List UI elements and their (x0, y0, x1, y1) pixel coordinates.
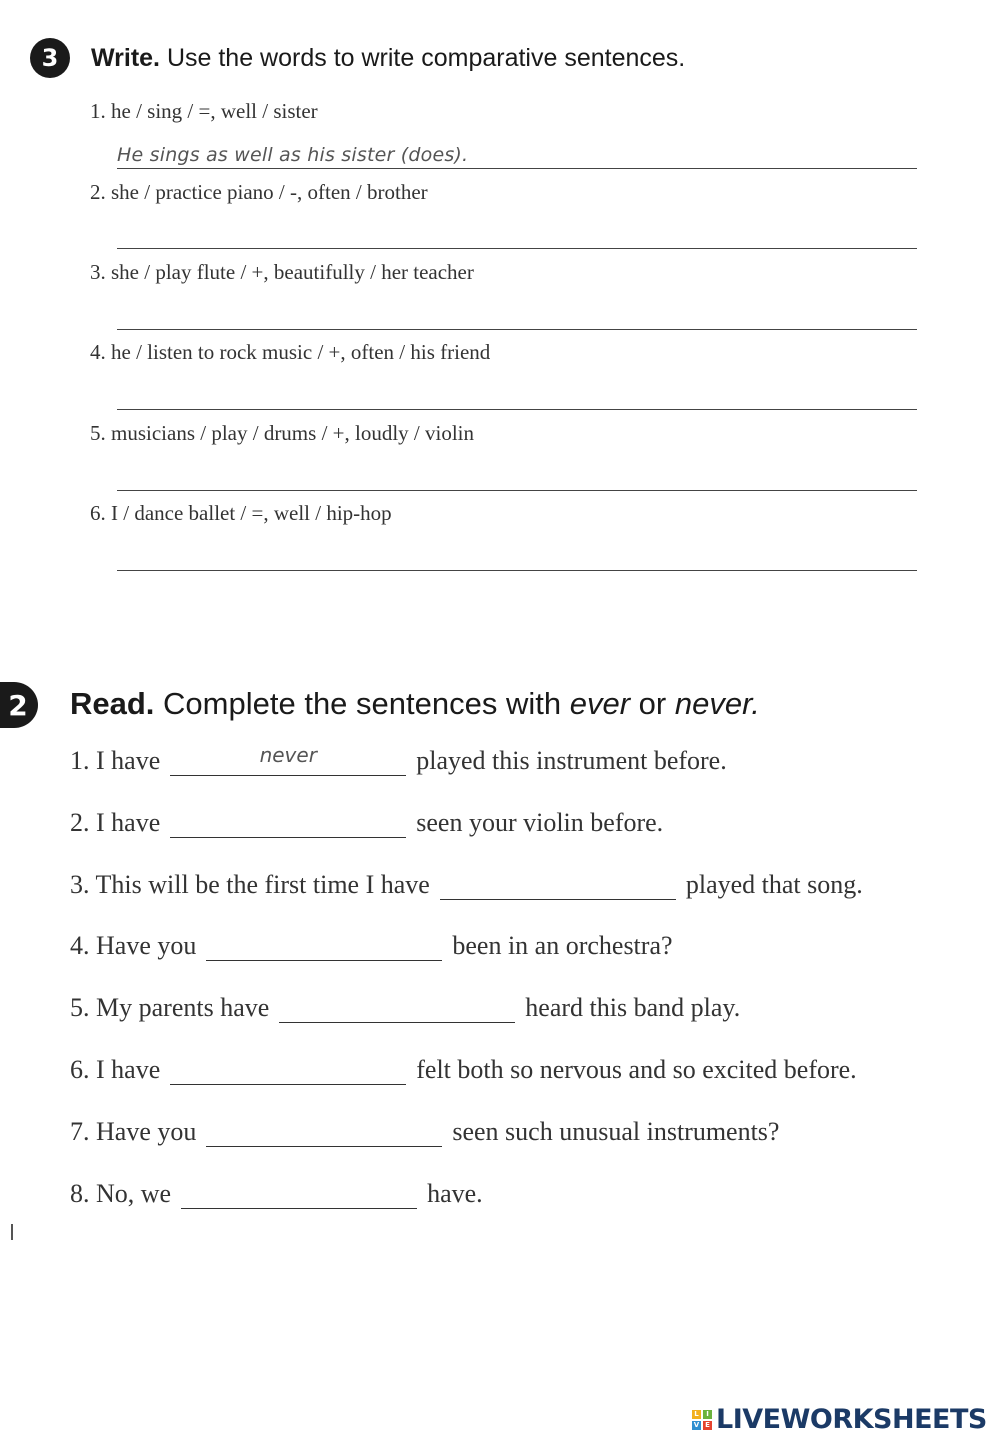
section-heading (91, 44, 685, 73)
liveworksheets-logo (692, 1404, 987, 1435)
sentence-start: 4. Have you (70, 931, 197, 960)
answer-line[interactable] (117, 409, 917, 410)
prompt-item: 1. he / sing / =, well / sister (90, 99, 318, 123)
heading-word-or: or (638, 686, 667, 721)
logo-cell: I (703, 1410, 712, 1419)
answer-line[interactable] (117, 329, 917, 330)
logo-cell: L (692, 1410, 701, 1419)
prompt-item: 5. musicians / play / drums / +, loudly / violin (90, 421, 474, 445)
prompt-item: 6. I / dance ballet / =, well / hip-hop (90, 501, 392, 525)
heading-word-never: never. (674, 686, 760, 721)
sentence-item (70, 869, 863, 900)
sentence-end: played that song. (685, 870, 863, 899)
sentence-start: 5. My parents have (70, 993, 270, 1022)
heading-instruction: Use the words to write comparative sentences. (166, 44, 686, 72)
sentence-end: seen your violin before. (416, 808, 664, 837)
sentence-start: 7. Have you (70, 1117, 197, 1146)
sentence-end: seen such unusual instruments? (452, 1117, 780, 1146)
blank-field[interactable] (440, 869, 676, 900)
sentence-item (70, 1178, 483, 1209)
logo-icon (692, 1410, 712, 1430)
logo-text: LIVEWORKSHEETS (716, 1404, 987, 1435)
margin-mark (11, 1224, 13, 1240)
answer-line[interactable] (117, 168, 917, 169)
sentence-item (70, 992, 740, 1023)
heading-label: Read. (70, 686, 155, 721)
blank-field[interactable] (181, 1178, 417, 1209)
sentence-start: 6. I have (70, 1055, 161, 1084)
blank-field[interactable] (170, 1054, 406, 1085)
sentence-start: 1. I have (70, 746, 161, 775)
sentence-start: 3. This will be the first time I have (70, 870, 430, 899)
section-number-badge: 2 (0, 682, 38, 728)
sentence-item (70, 745, 727, 776)
blank-field[interactable] (170, 745, 406, 776)
heading-word-ever: ever (569, 686, 631, 721)
logo-cell: V (693, 1421, 700, 1429)
blank-answer: never (259, 743, 317, 767)
sentence-end: felt both so nervous and so excited before. (416, 1055, 857, 1084)
section-heading (70, 686, 760, 722)
answer-line[interactable] (117, 490, 917, 491)
prompt-item: 4. he / listen to rock music / +, often / his friend (90, 340, 491, 364)
sentence-start: 2. I have (70, 808, 161, 837)
sentence-end: have. (427, 1179, 483, 1208)
answer-line[interactable] (117, 248, 917, 249)
answer-line[interactable] (117, 570, 917, 571)
answer-example: He sings as well as his sister (does). (117, 144, 469, 166)
sentence-end: heard this band play. (525, 993, 741, 1022)
sentence-end: been in an orchestra? (452, 931, 673, 960)
section-number-badge: 3 (30, 38, 70, 78)
logo-cell: E (703, 1421, 712, 1430)
heading-instruction: Complete the sentences with (163, 686, 562, 721)
sentence-item (70, 1054, 857, 1085)
blank-field[interactable] (206, 1116, 442, 1147)
heading-label: Write. (91, 44, 160, 72)
sentence-item (70, 930, 673, 961)
prompt-item: 2. she / practice piano / -, often / brother (90, 180, 428, 204)
prompt-item: 3. she / play flute / +, beautifully / her teacher (90, 260, 474, 284)
blank-field[interactable] (170, 807, 406, 838)
blank-field[interactable] (206, 930, 442, 961)
sentence-start: 8. No, we (70, 1179, 172, 1208)
sentence-end: played this instrument before. (416, 746, 727, 775)
sentence-item (70, 1116, 779, 1147)
blank-field[interactable] (279, 992, 515, 1023)
sentence-item (70, 807, 663, 838)
